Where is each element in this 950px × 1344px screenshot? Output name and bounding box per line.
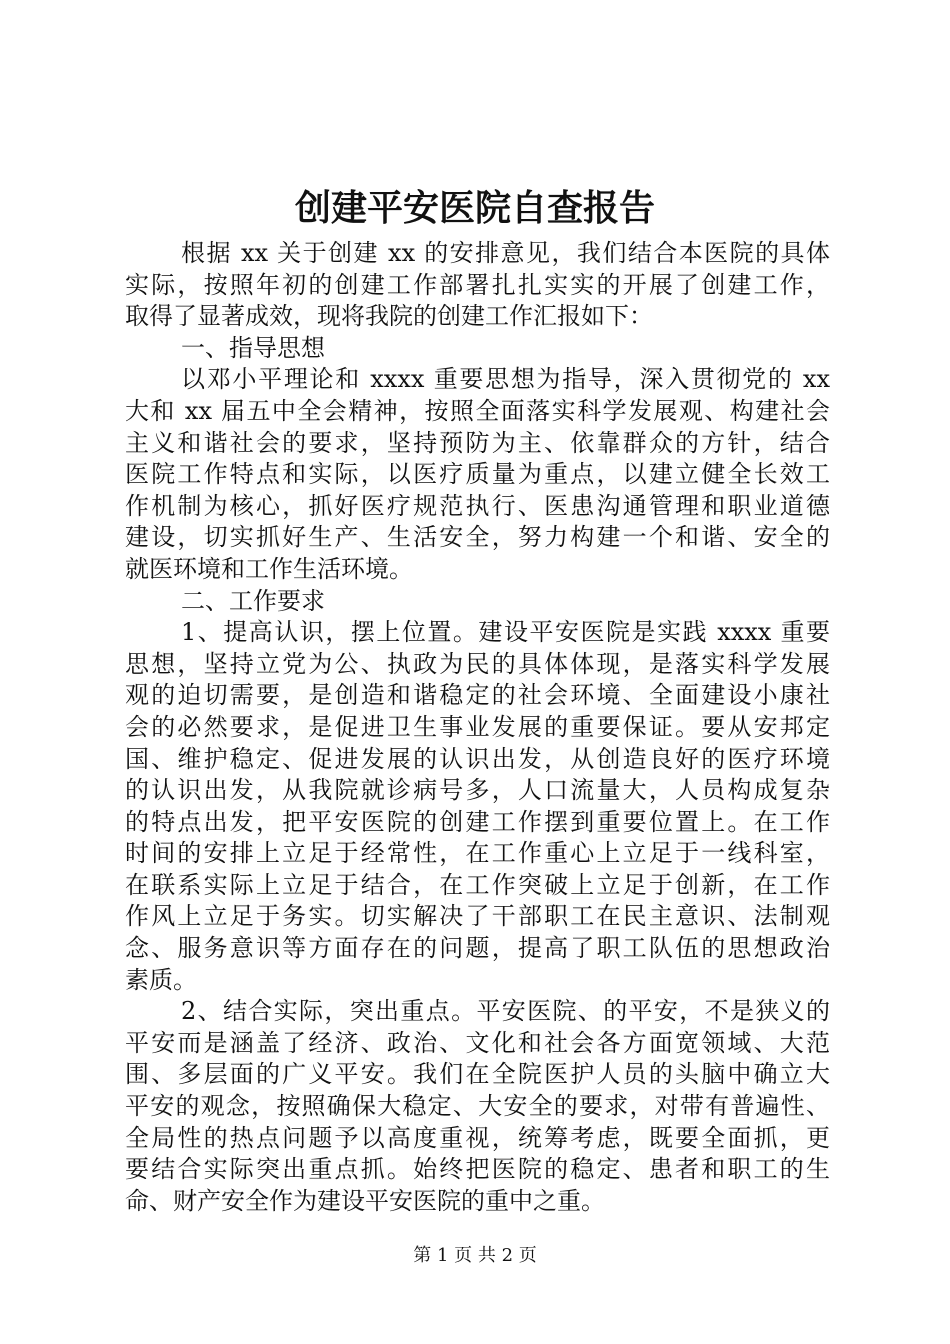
document-title: 创建平安医院自查报告	[294, 187, 655, 229]
text-line: 医院工作特点和实际，以医疗质量为重点，以建立健全长效工	[125, 460, 830, 489]
text-line: 命、财产安全作为建设平安医院的重中之重。	[125, 1186, 605, 1215]
document-body	[125, 238, 830, 1217]
text-line: 素质。	[125, 965, 197, 994]
text-line: 思想，坚持立党为公、执政为民的具体体现，是落实科学发展	[125, 649, 830, 678]
text-line: 建设，切实抓好生产、生活安全，努力构建一个和谐、安全的	[125, 523, 830, 552]
text-line: 主义和谐社会的要求，坚持预防为主、依靠群众的方针，结合	[125, 428, 830, 457]
text-line: 念、服务意识等方面存在的问题，提高了职工队伍的思想政治	[125, 934, 830, 963]
text-line: 大和 xx 届五中全会精神，按照全面落实科学发展观、构建社会	[125, 396, 830, 425]
text-line: 围、多层面的广义平安。我们在全院医护人员的头脑中确立大	[125, 1060, 830, 1089]
text-line: 就医环境和工作生活环境。	[125, 554, 413, 583]
text-line: 根据 xx 关于创建 xx 的安排意见，我们结合本医院的具体	[181, 239, 830, 267]
text-line: 国、维护稳定、促进发展的认识出发，从创造良好的医疗环境	[125, 744, 830, 773]
text-line: 2、结合实际，突出重点。平安医院、的平安，不是狭义的	[181, 997, 830, 1026]
text-line: 以邓小平理论和 xxxx 重要思想为指导，深入贯彻党的 xx	[181, 365, 830, 394]
text-line: 观的迫切需要，是创造和谐稳定的社会环境、全面建设小康社	[125, 681, 830, 710]
page-footer: 第 1 页 共 2 页	[413, 1245, 537, 1266]
text-line: 会的必然要求，是促进卫生事业发展的重要保证。要从安邦定	[125, 712, 830, 741]
text-line: 要结合实际突出重点抓。始终把医院的稳定、患者和职工的生	[125, 1155, 830, 1184]
text-line: 作风上立足于务实。切实解决了干部职工在民主意识、法制观	[125, 902, 830, 931]
text-line: 全局性的热点问题予以高度重视，统筹考虑，既要全面抓，更	[125, 1123, 830, 1152]
text-line: 平安的观念，按照确保大稳定、大安全的要求，对带有普遍性、	[125, 1092, 830, 1121]
text-line: 作机制为核心，抓好医疗规范执行、医患沟通管理和职业道德	[125, 491, 830, 520]
text-line: 时间的安排上立足于经常性，在工作重心上立足于一线科室，	[125, 839, 830, 868]
text-line: 的认识出发，从我院就诊病号多，人口流量大，人员构成复杂	[125, 776, 830, 805]
text-line: 的特点出发，把平安医院的创建工作摆到重要位置上。在工作	[125, 807, 830, 836]
section-heading: 一、指导思想	[181, 333, 325, 362]
text-line: 平安而是涵盖了经济、政治、文化和社会各方面宽领域、大范	[125, 1028, 830, 1057]
text-line: 在联系实际上立足于结合，在工作突破上立足于创新，在工作	[125, 870, 830, 899]
section-heading: 二、工作要求	[181, 586, 325, 615]
text-line: 1、提高认识，摆上位置。建设平安医院是实践 xxxx 重要	[181, 618, 830, 647]
text-line: 取得了显著成效，现将我院的创建工作汇报如下：	[125, 302, 653, 331]
text-line: 实际，按照年初的创建工作部署扎扎实实的开展了创建工作，	[125, 270, 830, 299]
